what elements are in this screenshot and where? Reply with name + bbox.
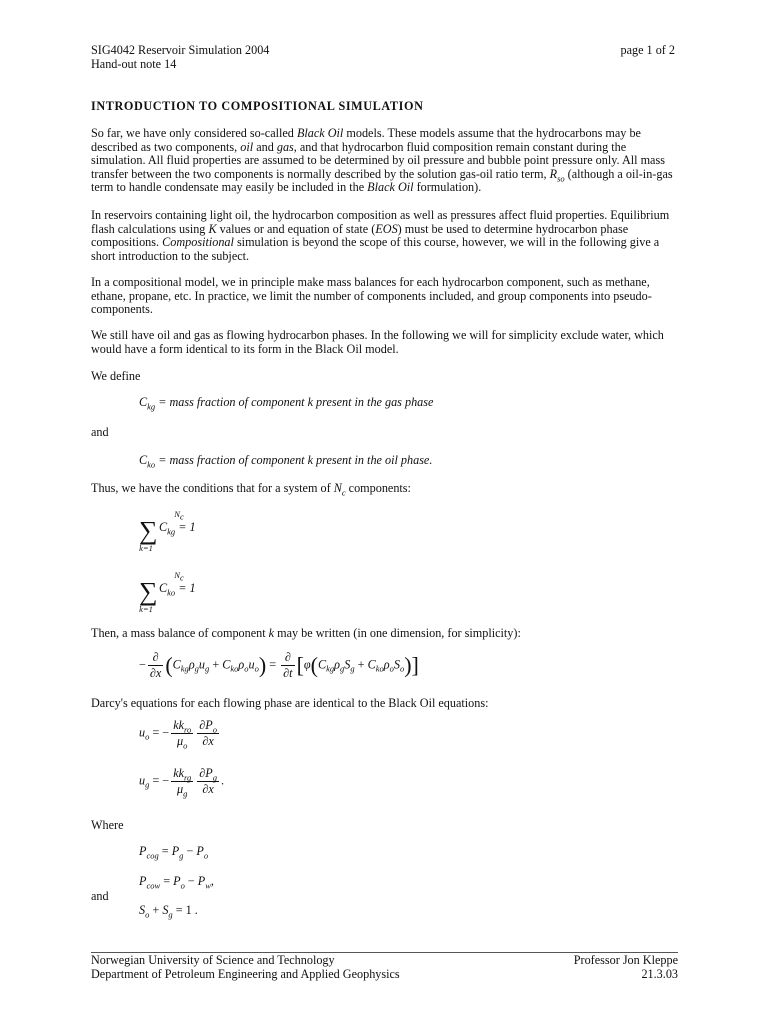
paragraph-phases: We still have oil and gas as flowing hydrocarbon phases. In the following we will for simplicity exclude water, which would have a form identical to its form in the Black Oil model. <box>91 328 664 356</box>
footer-right <box>574 954 678 981</box>
equation-darcy-oil: $u_o$ = − $\frac{kk_{ro}}{\mu_o}$ $\frac{\partial P_o}{\partial x}$ <box>139 718 217 751</box>
text-and: and <box>91 425 109 439</box>
paragraph-mass-balance-intro: Then, a mass balance of component k may be written (in one dimension, for simplicity): <box>91 626 521 640</box>
course-title: SIG4042 Reservoir Simulation 2004 <box>91 43 270 57</box>
equation-saturation-sum: $S_o + S_g = 1$ . <box>139 903 198 920</box>
paragraph-intro: So far, we have only considered so-called Black Oil models. These models assume that the hydrocarbons may be described as two components, oil and gas, and that hydrocarbon fluid composition remain constant during the simulation. All fluid properties are assumed to be determined by oil pressure and bubble point pressure only. All mass transfer between the two components is normally described by the solution gas-oil ratio term, $R_{so}$ (although a oil-in-gas term to handle condensate may easily be included in the Black Oil formulation). <box>91 126 673 195</box>
text-and-2: and <box>91 889 109 903</box>
footer-professor: Professor Jon Kleppe <box>573 953 678 967</box>
paragraph-conditions: Thus, we have the conditions that for a system of $N_c$ components: <box>91 481 411 498</box>
equation-sum-ckg: $N_c$ ∑ k=1 $C_{kg} = 1$ <box>139 509 196 553</box>
equation-pcog: $P_{cog} = P_g - P_o$ <box>139 844 209 861</box>
footer-left <box>91 954 400 981</box>
equation-darcy-gas: $u_g$ = − $\frac{kk_{rg}}{\mu_g}$ $\frac{\partial P_g}{\partial x}$ . <box>139 766 225 799</box>
handout-note: Hand-out note 14 <box>91 56 177 71</box>
paragraph-define: We define <box>91 369 141 383</box>
equation-cko-definition: $C_{ko}$ = mass fraction of component k present in the oil phase. <box>139 453 433 470</box>
paragraph-light-oil: In reservoirs containing light oil, the hydrocarbon composition as well as pressures affect fluid properties. Equilibrium flash calculations using K values or and equation of state (EOS) must be used to determine hydrocarbon phase compositions. Compositional simulation is beyond the scope of this course, however, we will in the following give a short introduction to the subject. <box>91 208 670 263</box>
equation-sum-cko: $N_c$ ∑ k=1 $C_{ko} = 1$ <box>139 570 196 614</box>
paragraph-mass-balance: In a compositional model, we in principle make mass balances for each hydrocarbon component, such as methane, ethane, propane, etc. In practice, we limit the number of components included, and group components into pseudo-components. <box>91 275 652 317</box>
page-header <box>91 44 269 71</box>
page-number: page 1 of 2 <box>620 43 675 57</box>
equation-ckg-definition: $C_{kg}$ = mass fraction of component k present in the gas phase <box>139 395 434 412</box>
footer-date: 21.3.03 <box>641 966 678 981</box>
document-title: INTRODUCTION TO COMPOSITIONAL SIMULATION <box>91 99 424 113</box>
text-where: Where <box>91 818 124 832</box>
equation-mass-balance: − $\frac{\partial}{\partial x}$ $(C_{kg}\rho_gu_g + C_{ko}\rho_ou_o)$ = $\frac{\partial}{\partial t}$ $[\varphi(C_{kg}\rho_gS_g + C_{ko}\rho_oS_o)]$ <box>139 650 419 680</box>
equation-pcow: $P_{cow} = P_o - P_w$, <box>139 874 214 891</box>
paragraph-darcy: Darcy's equations for each flowing phase are identical to the Black Oil equations: <box>91 696 489 710</box>
footer-university: Norwegian University of Science and Technology <box>91 953 335 967</box>
footer-department: Department of Petroleum Engineering and Applied Geophysics <box>91 966 400 981</box>
